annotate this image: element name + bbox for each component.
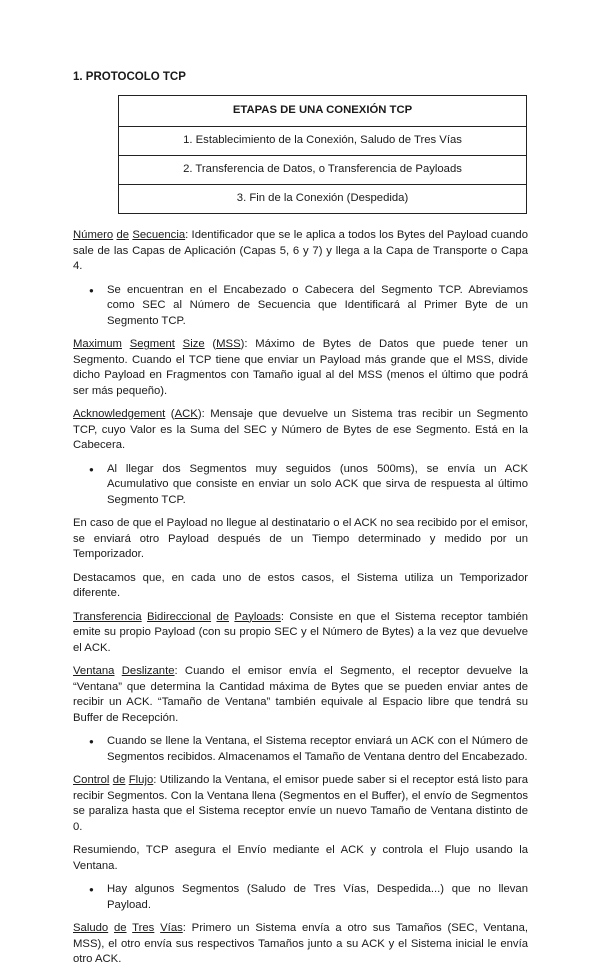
table-row xyxy=(119,156,527,185)
paragraph-text: : Consiste en que el Sistema receptor también emite su propio Payload (con su propio SEC y el Número de Bytes) a la vez que devuelve el ACK. xyxy=(73,610,529,654)
term-word: Deslizante xyxy=(121,665,175,677)
paragraph-resumen: Resumiendo, TCP asegura el Envío mediante el ACK y controla el Flujo usando la Ventana. xyxy=(73,844,528,872)
paragraph-text: ): Máximo de Bytes de Datos que puede tener un Segmento. Cuando el TCP tiene que enviar un Payload más grande que el MSS, divide dicho Payload en Fragmentos con Tamaño igual al del MSS (menos el último que podrá ser más pequeño). xyxy=(73,338,529,397)
table-header: ETAPAS DE UNA CONEXIÓN TCP xyxy=(119,96,527,127)
paragraph-text: : Primero un Sistema envía a otro sus Tamaños (SEC, Ventana, MSS), el otro envía sus respectivos Tamaños junto a su ACK y el Sistema inicial le envía otro ACK. xyxy=(73,922,529,965)
paragraph-text: : Identificador que se le aplica a todos los Bytes del Payload cuando sale de las Capas de Aplicación (Capas 5, 6 y 7) y llega a la Capa de Transporte o Capa 4. xyxy=(73,229,528,272)
term-word: de xyxy=(112,774,126,786)
bullet-list xyxy=(73,734,528,765)
paragraph-payload-timer: En caso de que el Payload no llegue al destinatario o el ACK no sea recibido por el emisor, se enviará otro Payload después de un Tiempo determinado y medido por un Temporizador. xyxy=(73,517,528,560)
paragraph-ack: Acknowledgement (ACK): Mensaje que devuelve un Sistema tras recibir un Segmento TCP, cuyo Valor es la Suma del SEC y Número de Bytes de ese Segmento. Está en la Cabecera. xyxy=(73,408,528,451)
document-page xyxy=(73,70,528,976)
table-row xyxy=(119,185,527,214)
term-word: de xyxy=(116,229,130,241)
term-word: Acknowledgement xyxy=(73,408,166,420)
stages-table xyxy=(118,95,527,214)
table-cell-stage-2: 2. Transferencia de Datos, o Transferencia de Payloads xyxy=(119,156,527,185)
term-word: de xyxy=(216,610,230,623)
term-word: Secuencia xyxy=(132,229,186,241)
paragraph-numero-secuencia xyxy=(73,228,528,275)
section-title: 1. PROTOCOLO TCP xyxy=(73,71,186,83)
paragraph-text: : Cuando el emisor envía el Segmento, el receptor devuelve la “Ventana” que determina la Cantidad máxima de Bytes que se pueden enviar antes de recibir un ACK. “Tamaño de Ventana” también equivale al Espacio libre que tendrá su Buffer de Recepción. xyxy=(73,665,528,724)
bullet-list xyxy=(73,882,528,913)
term-word: Segment xyxy=(129,338,175,350)
table-row xyxy=(119,127,527,156)
table-cell-stage-3: 3. Fin de la Conexión (Despedida) xyxy=(119,185,527,214)
term-word: Ventana xyxy=(73,665,115,677)
term-word: de xyxy=(113,922,127,934)
table-cell-stage-1: 1. Establecimiento de la Conexión, Saludo de Tres Vías xyxy=(119,127,527,156)
term-word: Transferencia xyxy=(73,610,142,623)
paragraph-ventana xyxy=(73,664,528,726)
table-header-row xyxy=(119,96,527,127)
term-word: Vías xyxy=(160,922,183,934)
list-item: ● Se encuentran en el Encabezado o Cabecera del Segmento TCP. Abreviamos como SEC al Número de Secuencia que Identificará al Primer Byte de un Segmento TCP. xyxy=(107,283,528,330)
paragraph-control-flujo xyxy=(73,773,528,835)
paragraph-text: ): Mensaje que devuelve un Sistema tras recibir un Segmento TCP, cuyo Valor es la Suma del SEC y Número de Bytes de ese Segmento. Está en la Cabecera. xyxy=(73,408,528,451)
term-word: Bidireccional xyxy=(147,610,212,623)
term-word: Número xyxy=(73,229,114,241)
term-word: Size xyxy=(182,338,205,350)
paragraph-timer-note: Destacamos que, en cada uno de estos casos, el Sistema utiliza un Temporizador diferente. xyxy=(73,571,528,599)
term-word: Flujo xyxy=(128,774,154,786)
paragraph-text: : Utilizando la Ventana, el emisor puede saber si el receptor está listo para recibir Segmentos. Con la Ventana llena (Segmentos en el Buffer), el envío de Segmentos se paraliza hasta que el Sistema receptor envíe un nuevo Tamaño de Ventana distinto de 0. xyxy=(73,774,529,833)
term-word: MSS xyxy=(216,338,241,350)
list-item: ● Al llegar dos Segmentos muy seguidos (unos 500ms), se envía un ACK Acumulativo que consiste en enviar un solo ACK que sirva de respuesta al último Segmento TCP. xyxy=(107,462,528,509)
term-word: Tres xyxy=(132,922,155,934)
list-item: ● Hay algunos Segmentos (Saludo de Tres Vías, Despedida...) que no llevan Payload. xyxy=(107,882,528,913)
term-word: Control xyxy=(73,774,110,786)
paragraph-saludo xyxy=(73,921,528,968)
term-word: ACK xyxy=(174,408,198,420)
term-word: Payloads xyxy=(234,610,281,623)
term-word: Saludo xyxy=(73,922,109,934)
bullet-list xyxy=(73,462,528,509)
paragraph-transferencia xyxy=(73,610,528,657)
paragraph-mss: Maximum Segment Size (MSS): Máximo de Bytes de Datos que puede tener un Segmento. Cuando el TCP tiene que enviar un Payload más grande que el MSS, divide dicho Payload en Fragmentos con Tamaño igual al del MSS (menos el último que podrá ser más pequeño). xyxy=(73,338,529,397)
list-item: ● Cuando se llene la Ventana, el Sistema receptor enviará un ACK con el Número de Segmentos recibidos. Almacenamos el Tamaño de Ventana dentro del Encabezado. xyxy=(107,734,528,765)
bullet-list xyxy=(73,283,528,330)
term-word: Maximum xyxy=(73,338,122,350)
